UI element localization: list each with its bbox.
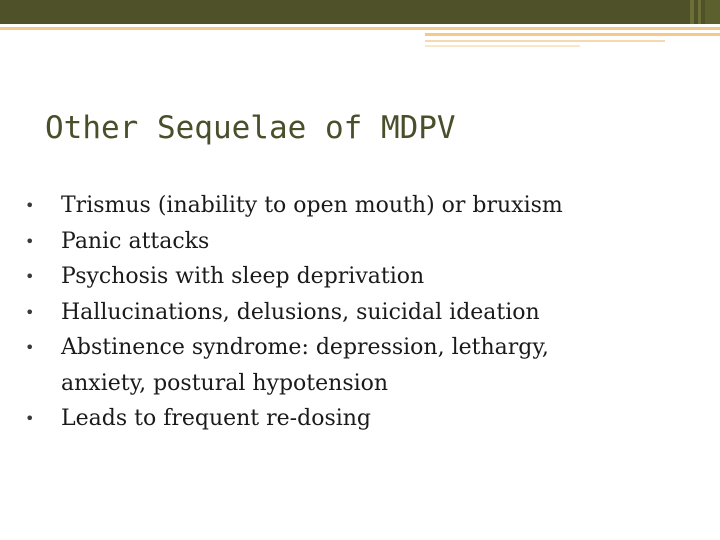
bullet-text: Abstinence syndrome: depression, lethargy, anxiety, postural hypotension (61, 335, 549, 396)
bullet-text: Trismus (inability to open mouth) or bruxism (61, 193, 563, 218)
bullet-icon: • (25, 196, 35, 215)
slide-title: Other Sequelae of MDPV (45, 110, 456, 146)
header-bar (0, 0, 720, 24)
header-stripe (698, 0, 701, 24)
bullet-icon: • (25, 338, 35, 357)
bullet-icon: • (25, 409, 35, 428)
list-item (25, 295, 695, 331)
bullet-icon: • (25, 302, 35, 322)
bullet-text: Leads to frequent re-dosing (61, 406, 372, 431)
list-item (25, 188, 695, 224)
accent-line (0, 27, 720, 30)
bullet-text: Hallucinations, delusions, suicidal ideation (61, 299, 540, 325)
accent-line (425, 45, 580, 47)
accent-line (425, 40, 665, 42)
bullet-text: Panic attacks (61, 228, 210, 254)
list-item (25, 259, 695, 295)
bullet-text: Psychosis with sleep deprivation (61, 264, 425, 289)
list-item (25, 401, 695, 437)
header-stripe (690, 0, 694, 24)
header-stripe (705, 0, 720, 24)
bullet-icon: • (25, 267, 35, 286)
bullet-list (25, 188, 695, 437)
list-item (25, 330, 695, 401)
list-item (25, 224, 695, 260)
accent-line (425, 33, 720, 36)
bullet-icon: • (25, 231, 35, 251)
